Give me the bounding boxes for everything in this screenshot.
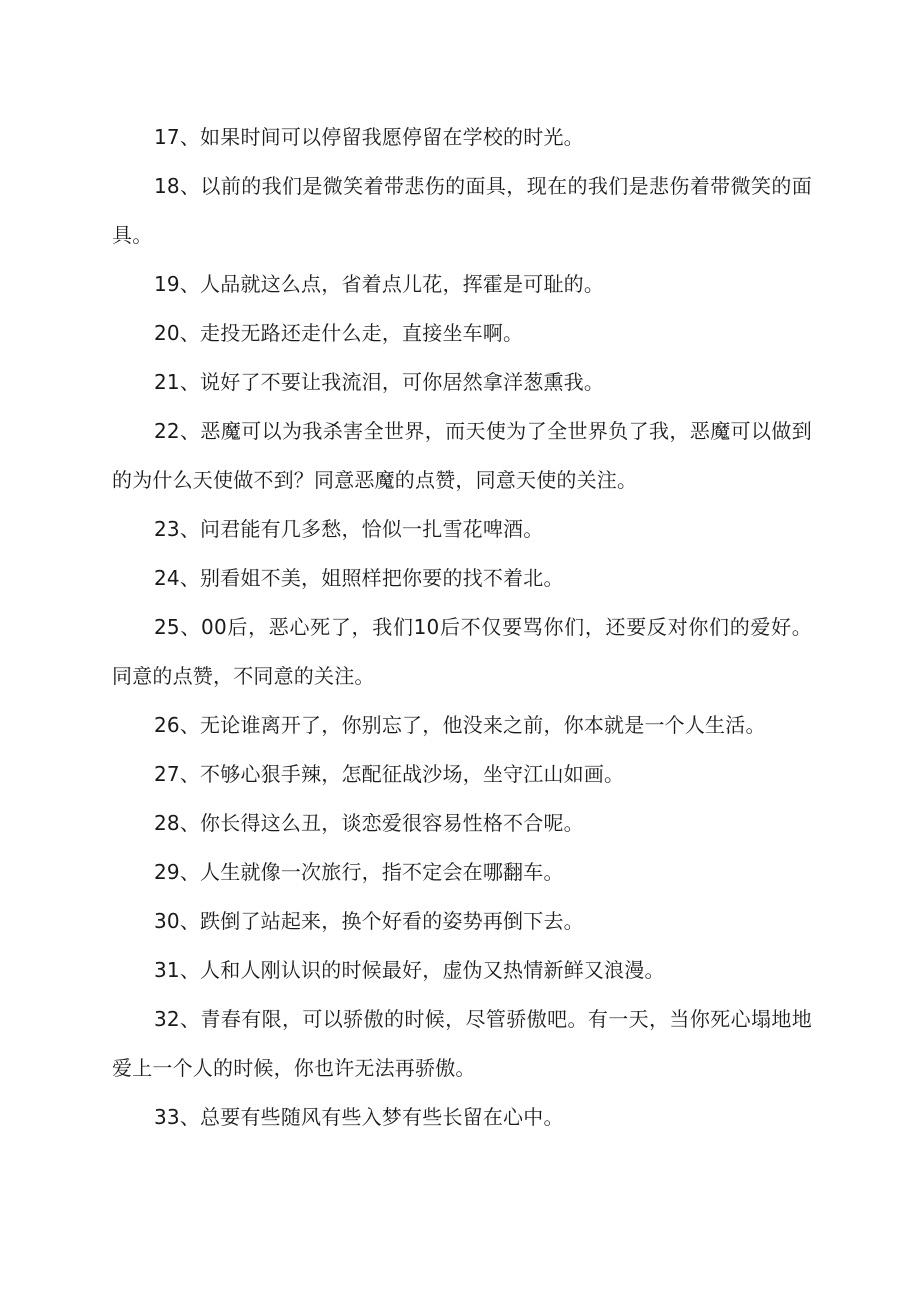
paragraph-29: 29、人生就像一次旅行，指不定会在哪翻车。 <box>154 860 564 884</box>
paragraph-33: 33、总要有些随风有些入梦有些长留在心中。 <box>154 1105 564 1129</box>
paragraph-28: 28、你长得这么丑，谈恋爱很容易性格不合呢。 <box>154 811 584 835</box>
paragraph-26: 26、无论谁离开了，你别忘了，他没来之前，你本就是一个人生活。 <box>154 713 766 737</box>
paragraph-25: 25、00后，恶心死了，我们10后不仅要骂你们，还要反对你们的爱好。同意的点赞，不同意的关注。 <box>112 615 812 688</box>
paragraph-32: 32、青春有限，可以骄傲的时候，尽管骄傲吧。有一天，当你死心塌地地爱上一个人的时候，你也许无法再骄傲。 <box>112 1007 812 1080</box>
paragraph-19: 19、人品就这么点，省着点儿花，挥霍是可耻的。 <box>154 272 605 296</box>
paragraph-18: 18、以前的我们是微笑着带悲伤的面具，现在的我们是悲伤着带微笑的面具。 <box>112 174 812 247</box>
paragraph-22: 22、恶魔可以为我杀害全世界，而天使为了全世界负了我，恶魔可以做到的为什么天使做不到？同意恶魔的点赞，同意天使的关注。 <box>112 419 812 492</box>
paragraph-17: 17、如果时间可以停留我愿停留在学校的时光。 <box>154 125 584 149</box>
paragraph-31: 31、人和人刚认识的时候最好，虚伪又热情新鲜又浪漫。 <box>154 958 665 982</box>
document-body <box>112 113 812 1142</box>
paragraph-21: 21、说好了不要让我流泪，可你居然拿洋葱熏我。 <box>154 370 605 394</box>
paragraph-24: 24、别看姐不美，姐照样把你要的找不着北。 <box>154 566 564 590</box>
paragraph-20: 20、走投无路还走什么走，直接坐车啊。 <box>154 321 524 345</box>
paragraph-27: 27、不够心狠手辣，怎配征战沙场，坐守江山如画。 <box>154 762 625 786</box>
paragraph-23: 23、问君能有几多愁，恰似一扎雪花啤酒。 <box>154 517 544 541</box>
paragraph-30: 30、跌倒了站起来，换个好看的姿势再倒下去。 <box>154 909 584 933</box>
